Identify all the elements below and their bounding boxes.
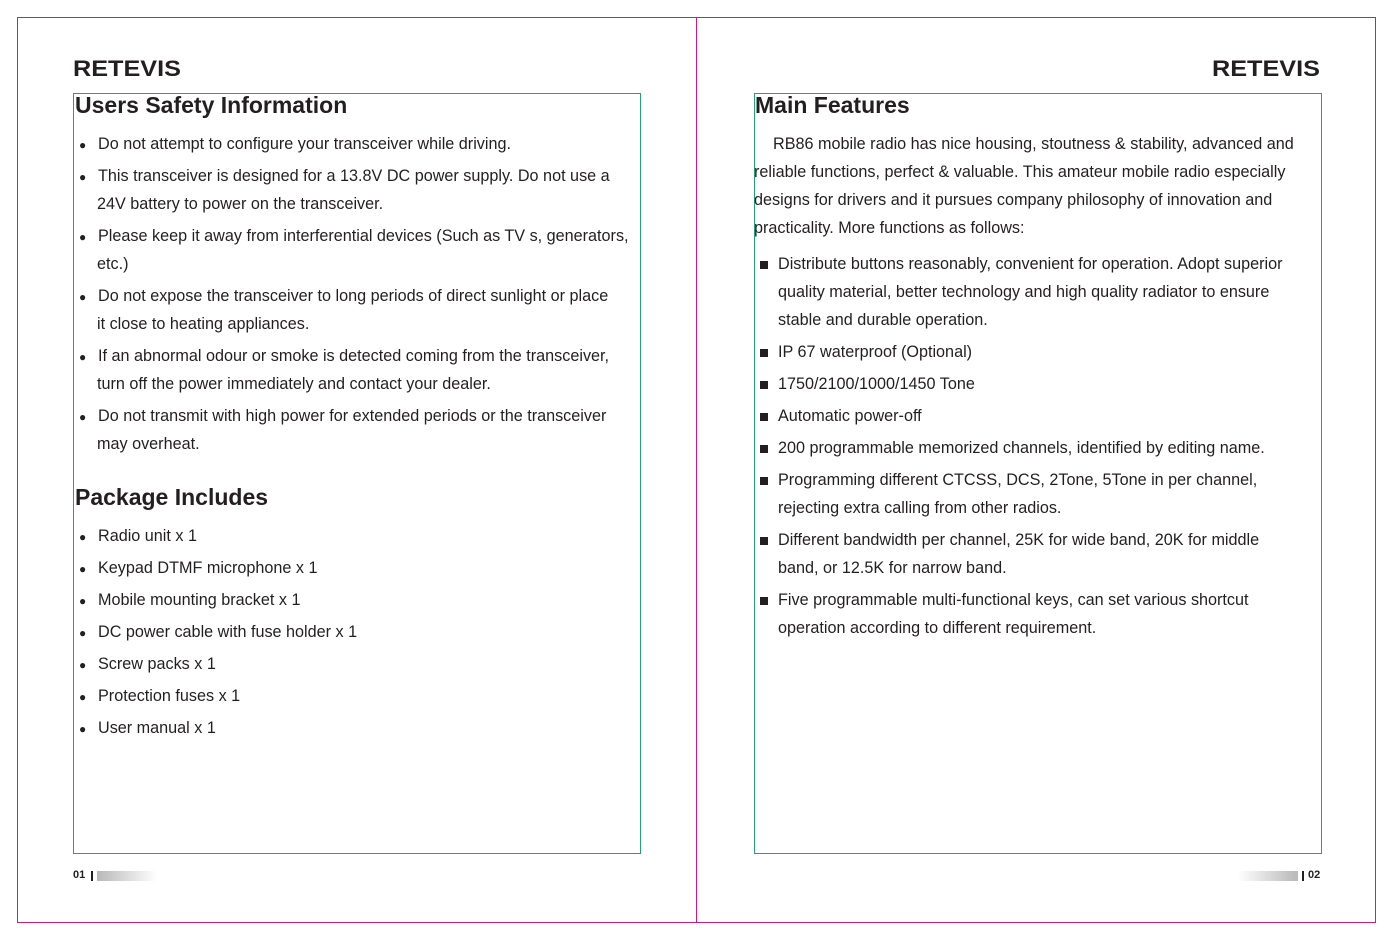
bullet-icon: ● — [79, 230, 87, 244]
bullet-icon: ● — [79, 722, 87, 736]
feature-item-line: rejecting extra calling from other radios. — [778, 499, 1062, 517]
feature-item-line: stable and durable operation. — [778, 311, 988, 329]
features-heading: Main Features — [755, 92, 910, 118]
feature-item-line: IP 67 waterproof (Optional) — [778, 343, 973, 361]
square-bullet-icon — [760, 261, 768, 269]
safety-item-line: it close to heating appliances. — [97, 315, 310, 333]
bullet-icon: ● — [79, 658, 87, 672]
bullet-icon: ● — [79, 350, 87, 364]
safety-item-line: Please keep it away from interferential devices (Such as TV s, generators, — [98, 227, 629, 245]
safety-item-line: etc.) — [97, 255, 129, 273]
package-heading: Package Includes — [75, 484, 269, 510]
bullet-icon: ● — [79, 290, 87, 304]
bullet-icon: ● — [79, 170, 87, 184]
feature-item-line: Five programmable multi-functional keys, can set various shortcut — [778, 591, 1249, 609]
square-bullet-icon — [760, 413, 768, 421]
safety-item-line: 24V battery to power on the transceiver. — [97, 195, 384, 213]
intro-line: reliable functions, perfect & valuable. This amateur mobile radio especially — [754, 163, 1286, 181]
safety-item-line: This transceiver is designed for a 13.8V DC power supply. Do not use a — [98, 167, 610, 185]
safety-item-line: Do not attempt to configure your transceiver while driving. — [98, 135, 511, 153]
page-number-left: 01 — [73, 869, 86, 881]
bullet-icon: ● — [79, 410, 87, 424]
square-bullet-icon — [760, 349, 768, 357]
bullet-icon: ● — [79, 530, 87, 544]
safety-heading: Users Safety Information — [75, 92, 348, 118]
feature-item-line: operation according to different requirement. — [778, 619, 1097, 637]
page-fold-line — [696, 17, 697, 923]
feature-item-line: Automatic power-off — [778, 407, 922, 425]
retevis-logo — [1212, 56, 1322, 80]
bullet-icon: ● — [79, 690, 87, 704]
bullet-icon: ● — [79, 562, 87, 576]
logo-text: RETEVIS — [1212, 56, 1320, 80]
page-footer-bar — [1238, 871, 1298, 881]
bullet-icon: ● — [79, 626, 87, 640]
bullet-icon: ● — [79, 594, 87, 608]
safety-item-line: may overheat. — [97, 435, 200, 453]
square-bullet-icon — [760, 597, 768, 605]
page-number-divider — [91, 871, 93, 881]
feature-item-line: Distribute buttons reasonably, convenient for operation. Adopt superior — [778, 255, 1283, 273]
feature-item-line: Programming different CTCSS, DCS, 2Tone, 5Tone in per channel, — [778, 471, 1258, 489]
intro-line: RB86 mobile radio has nice housing, stoutness & stability, advanced and — [773, 135, 1294, 153]
safety-item-line: Do not expose the transceiver to long periods of direct sunlight or place — [98, 287, 609, 305]
safety-item-line: turn off the power immediately and contact your dealer. — [97, 375, 491, 393]
feature-item-line: 200 programmable memorized channels, identified by editing name. — [778, 439, 1265, 457]
package-item: Radio unit x 1 — [98, 527, 197, 545]
logo-text: RETEVIS — [73, 56, 181, 80]
package-item: Protection fuses x 1 — [98, 687, 241, 705]
feature-item-line: Different bandwidth per channel, 25K for wide band, 20K for middle — [778, 531, 1260, 549]
package-item: User manual x 1 — [98, 719, 216, 737]
page-footer-bar — [97, 871, 157, 881]
retevis-logo — [73, 56, 183, 80]
package-item: DC power cable with fuse holder x 1 — [98, 623, 358, 641]
square-bullet-icon — [760, 477, 768, 485]
safety-item-line: If an abnormal odour or smoke is detected coming from the transceiver, — [98, 347, 610, 365]
bullet-icon: ● — [79, 138, 87, 152]
intro-line: designs for drivers and it pursues company philosophy of innovation and — [754, 191, 1273, 209]
page-number-divider — [1302, 871, 1304, 881]
square-bullet-icon — [760, 381, 768, 389]
intro-line: practicality. More functions as follows: — [754, 219, 1025, 237]
package-item: Screw packs x 1 — [98, 655, 216, 673]
package-item: Mobile mounting bracket x 1 — [98, 591, 301, 609]
safety-item-line: Do not transmit with high power for extended periods or the transceiver — [98, 407, 607, 425]
square-bullet-icon — [760, 537, 768, 545]
page-number-right: 02 — [1308, 869, 1321, 881]
feature-item-line: band, or 12.5K for narrow band. — [778, 559, 1007, 577]
feature-item-line: 1750/2100/1000/1450 Tone — [778, 375, 975, 393]
package-item: Keypad DTMF microphone x 1 — [98, 559, 318, 577]
square-bullet-icon — [760, 445, 768, 453]
feature-item-line: quality material, better technology and high quality radiator to ensure — [778, 283, 1270, 301]
